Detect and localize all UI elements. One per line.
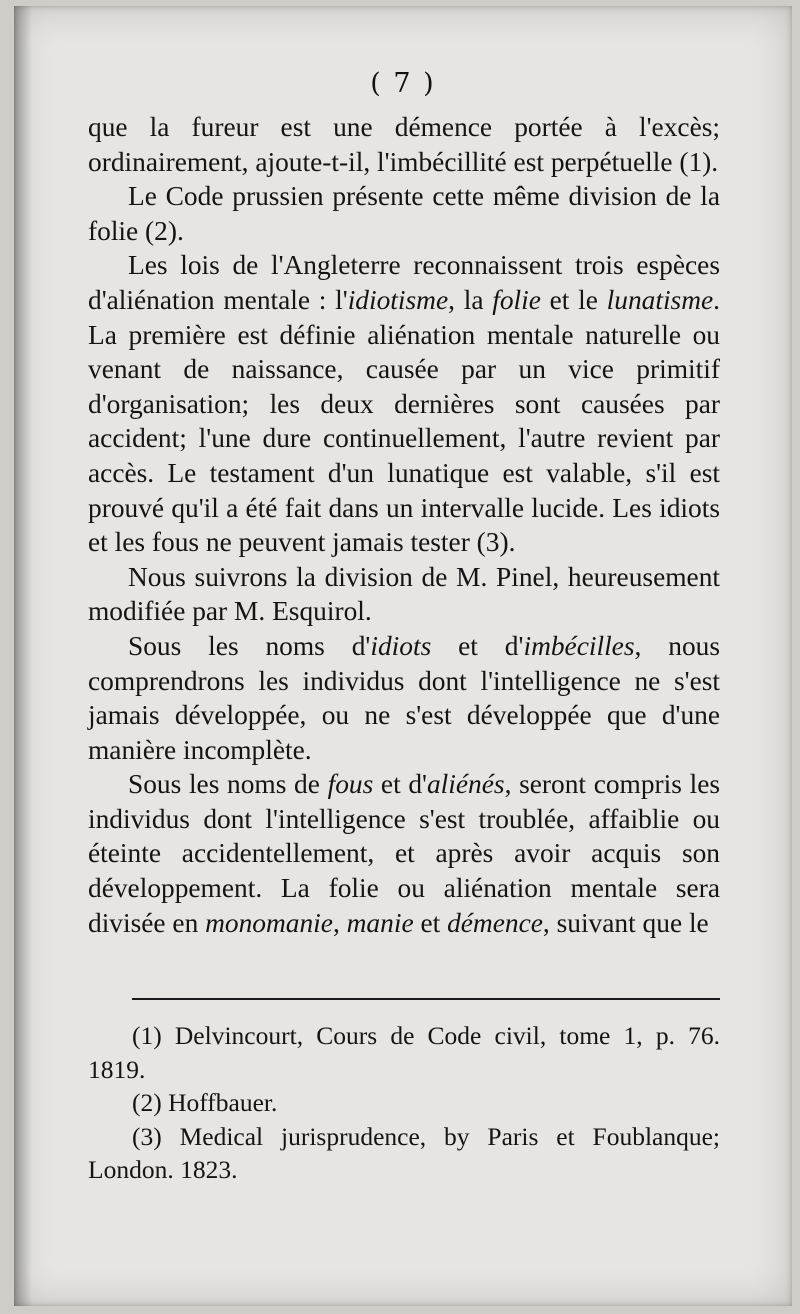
paragraph (88, 110, 720, 179)
text-run: et le (540, 284, 607, 315)
text-run: et d' (431, 630, 524, 661)
italic-term: fous (327, 769, 374, 800)
text-run: Sous les noms d' (128, 630, 371, 661)
italic-term: imbécilles (523, 630, 635, 661)
italic-term: démence (447, 907, 543, 938)
text-run: , suivant que le (542, 907, 709, 938)
text-run: que la fureur est une démence portée à l'excès; ordinairement, ajoute-t-il, l'imbécillité est perpétuelle (1). (88, 112, 720, 177)
paragraph (88, 560, 720, 629)
footnote-separator (132, 998, 720, 1000)
text-run: Le Code prussien présente cette même division de la folie (2). (88, 181, 720, 246)
book-page (14, 6, 792, 1306)
paragraph (88, 179, 720, 248)
italic-term: manie (346, 907, 414, 938)
italic-term: lunatisme (606, 284, 714, 315)
footnote: (1) Delvincourt, Cours de Code civil, tome 1, p. 76. 1819. (88, 1021, 720, 1084)
text-run: , seront compris les individus dont l'intelligence s'est troublée, affaiblie ou éteinte accidentellement, et après avoir acquis son développement. La folie ou aliénation mentale sera divisée en (88, 769, 721, 938)
italic-term: monomanie (205, 907, 333, 938)
text-run: , la (448, 284, 493, 315)
italic-term: idiotisme (347, 284, 449, 315)
paragraph (88, 248, 720, 559)
italic-term: idiots (370, 630, 432, 661)
footnote: (2) Hoffbauer. (132, 1088, 278, 1117)
italic-term: folie (492, 284, 541, 315)
text-run: Sous les noms de (128, 769, 328, 800)
paragraph (88, 767, 720, 940)
footnotes (88, 1019, 720, 1187)
text-run: . La première est définie aliénation mentale naturelle ou venant de naissance, causée par un vice primitif d'organisation; les deux dernières sont causées par accident; l'une dure continuellement, l'autre revient par accès. Le testament d'un lunatique est valable, s'il est prouvé qu'il a été fait dans un intervalle lucide. Les idiots et les fous ne peuvent jamais tester (3). (88, 284, 721, 558)
page-number: ( 7 ) (370, 68, 436, 99)
text-run: , (332, 907, 347, 938)
text-run: et d' (373, 769, 427, 800)
page-edge-shadow (14, 6, 32, 1306)
italic-term: aliénés (426, 769, 505, 800)
text-run: et (413, 907, 448, 938)
paragraph (88, 629, 720, 767)
main-text (88, 110, 720, 940)
text-run: Nous suivrons la division de M. Pinel, heureusement modifiée par M. Esquirol. (88, 561, 720, 627)
text-run: Les lois de l'Angleterre reconnaissent trois espèces d'aliénation mentale : l' (88, 250, 720, 315)
footnote: (3) Medical jurisprudence, by Paris et Foublanque; London. 1823. (88, 1121, 720, 1184)
text-run: , nous comprendrons les individus dont l'intelligence ne s'est jamais développée, ou ne s'est développée que d'une manière incomplète. (88, 630, 720, 765)
